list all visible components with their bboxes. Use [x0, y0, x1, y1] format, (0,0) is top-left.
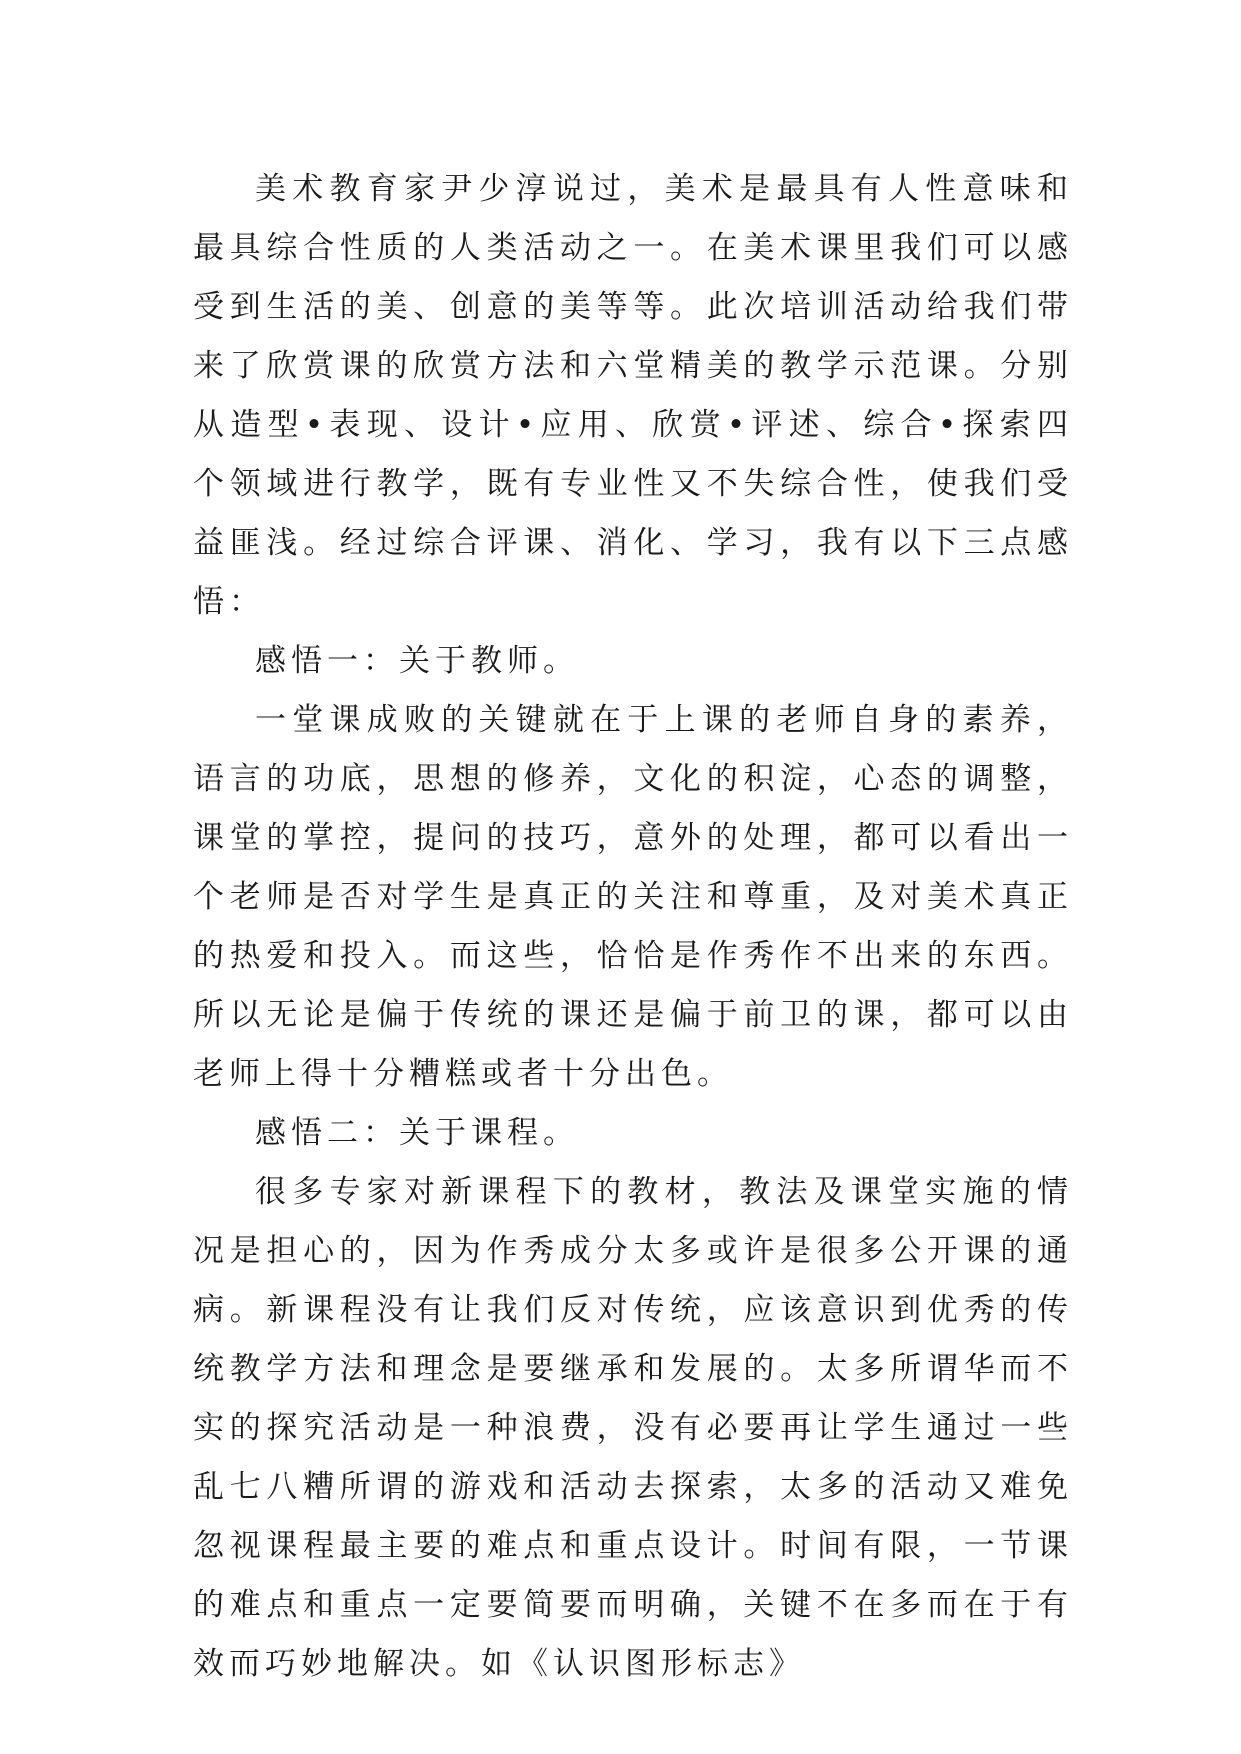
- document-body: [193, 160, 1073, 1694]
- paragraph-insight-two: 很多专家对新课程下的教材，教法及课堂实施的情况是担心的，因为作秀成分太多或许是很多公开课的通病。新课程没有让我们反对传统，应该意识到优秀的传统教学方法和理念是要继承和发展的。太多所谓华而不实的探究活动是一种浪费，没有必要再让学生通过一些乱七八糟所谓的游戏和活动去探索，太多的活动又难免忽视课程最主要的难点和重点设计。时间有限，一节课的难点和重点一定要简要而明确，关键不在多而在于有效而巧妙地解决。如《认识图形标志》: [193, 1174, 1073, 1682]
- heading-insight-one: 感悟一：关于教师。: [255, 643, 579, 679]
- heading-insight-two: 感悟二：关于课程。: [255, 1115, 579, 1151]
- paragraph-intro: 美术教育家尹少淳说过，美术是最具有人性意味和最具综合性质的人类活动之一。在美术课里我们可以感受到生活的美、创意的美等等。此次培训活动给我们带来了欣赏课的欣赏方法和六堂精美的教学示范课。分别从造型•表现、设计•应用、欣赏•评述、综合•探索四个领域进行教学，既有专业性又不失综合性，使我们受益匪浅。经过综合评课、消化、学习，我有以下三点感悟：: [193, 171, 1073, 620]
- paragraph-insight-one: 一堂课成败的关键就在于上课的老师自身的素养，语言的功底，思想的修养，文化的积淀，心态的调整，课堂的掌控，提问的技巧，意外的处理，都可以看出一个老师是否对学生是真正的关注和尊重，及对美术真正的热爱和投入。而这些，恰恰是作秀作不出来的东西。所以无论是偏于传统的课还是偏于前卫的课，都可以由老师上得十分糟糕或者十分出色。: [193, 702, 1073, 1092]
